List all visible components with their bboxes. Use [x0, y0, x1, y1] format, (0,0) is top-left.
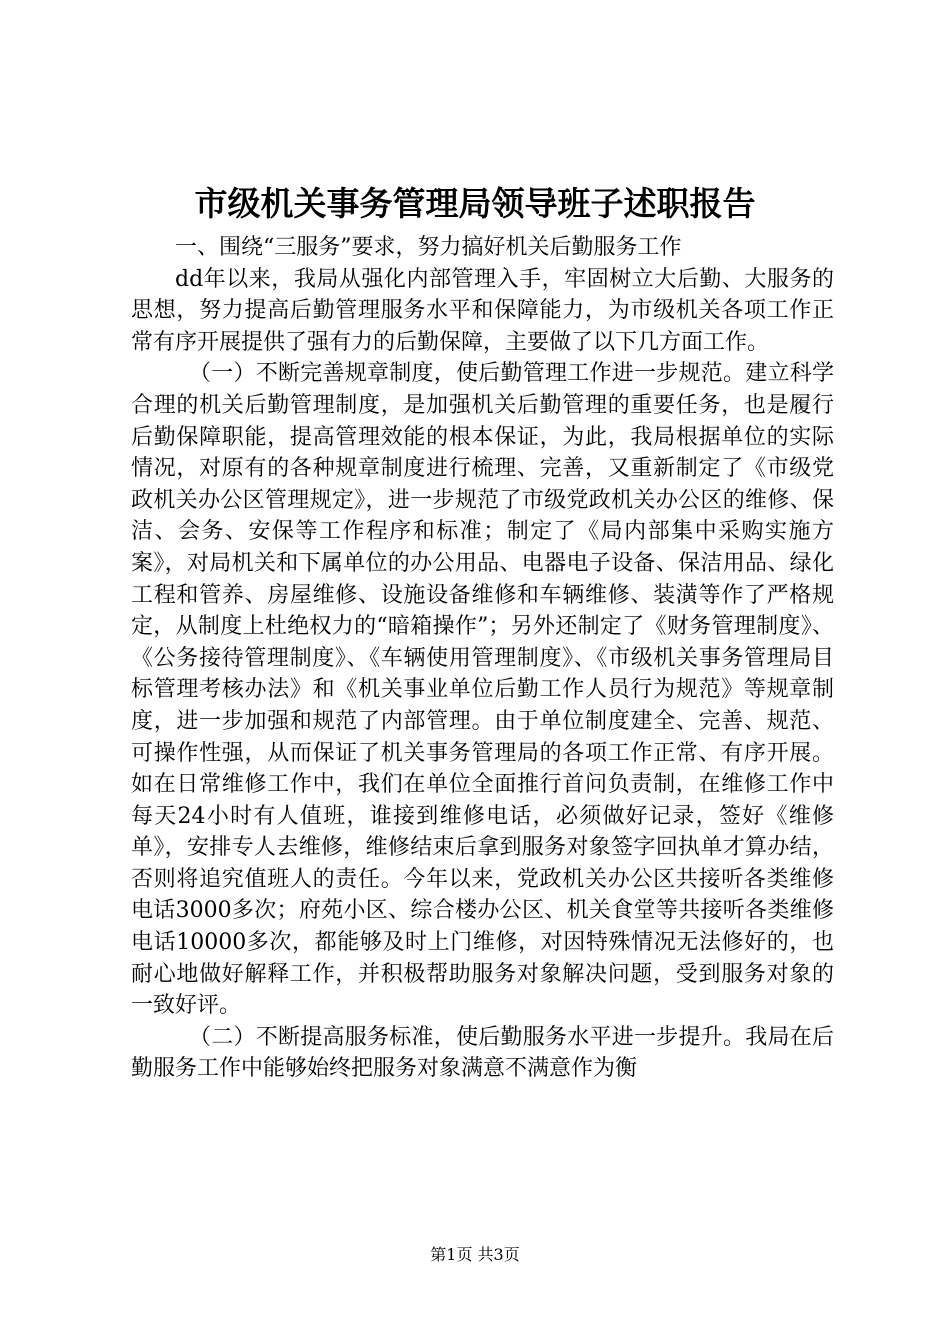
body-paragraph: （一）不断完善规章制度，使后勤管理工作进一步规范。建立科学合理的机关后勤管理制度，是加强机关后勤管理的重要任务，也是履行后勤保障职能，提高管理效能的根本保证，为此，我局根据单位的实际情况，对原有的各种规章制度进行梳理、完善，又重新制定了《市级党政机关办公区管理规定》，进一步规范了市级党政机关办公区的维修、保洁、会务、安保等工作程序和标准；制定了《局内部集中采购实施方案》，对局机关和下属单位的办公用品、电器电子设备、保洁用品、绿化工程和管养、房屋维修、设施设备维修和车辆维修、装潢等作了严格规定，从制度上杜绝权力的“暗箱操作”；另外还制定了《财务管理制度》、《公务接待管理制度》、《车辆使用管理制度》、《市级机关事务管理局目标管理考核办法》和《机关事业单位后勤工作人员行为规范》等规章制度，进一步加强和规范了内部管理。由于单位制度建全、完善、规范、可操作性强，从而保证了机关事务管理局的各项工作正常、有序开展。如在日常维修工作中，我们在单位全面推行首问负责制，在维修工作中每天24小时有人值班，谁接到维修电话，必须做好记录，签好《维修单》，安排专人去维修，维修结束后拿到服务对象签字回执单才算办结，否则将追究值班人的责任。今年以来，党政机关办公区共接听各类维修电话3000多次；府苑小区、综合楼办公区、机关食堂等共接听各类维修电话10000多次，都能够及时上门维修，对因特殊情况无法修好的，也耐心地做好解释工作，并积极帮助服务对象解决问题，受到服务对象的一致好评。 [131, 361, 834, 1019]
section-heading: 一、围绕“三服务”要求，努力搞好机关后勤服务工作 [175, 235, 682, 260]
document-body [131, 232, 834, 1085]
page-footer: 第1页 共3页 [430, 1245, 520, 1264]
body-paragraph: （二）不断提高服务标准，使后勤服务水平进一步提升。我局在后勤服务工作中能够始终把服务对象满意不满意作为衡 [131, 1024, 834, 1082]
body-paragraph: dd年以来，我局从强化内部管理入手，牢固树立大后勤、大服务的思想，努力提高后勤管理服务水平和保障能力，为市级机关各项工作正常有序开展提供了强有力的后勤保障，主要做了以下几方面工作。 [131, 266, 834, 355]
document-title: 市级机关事务管理局领导班子述职报告 [194, 184, 756, 223]
